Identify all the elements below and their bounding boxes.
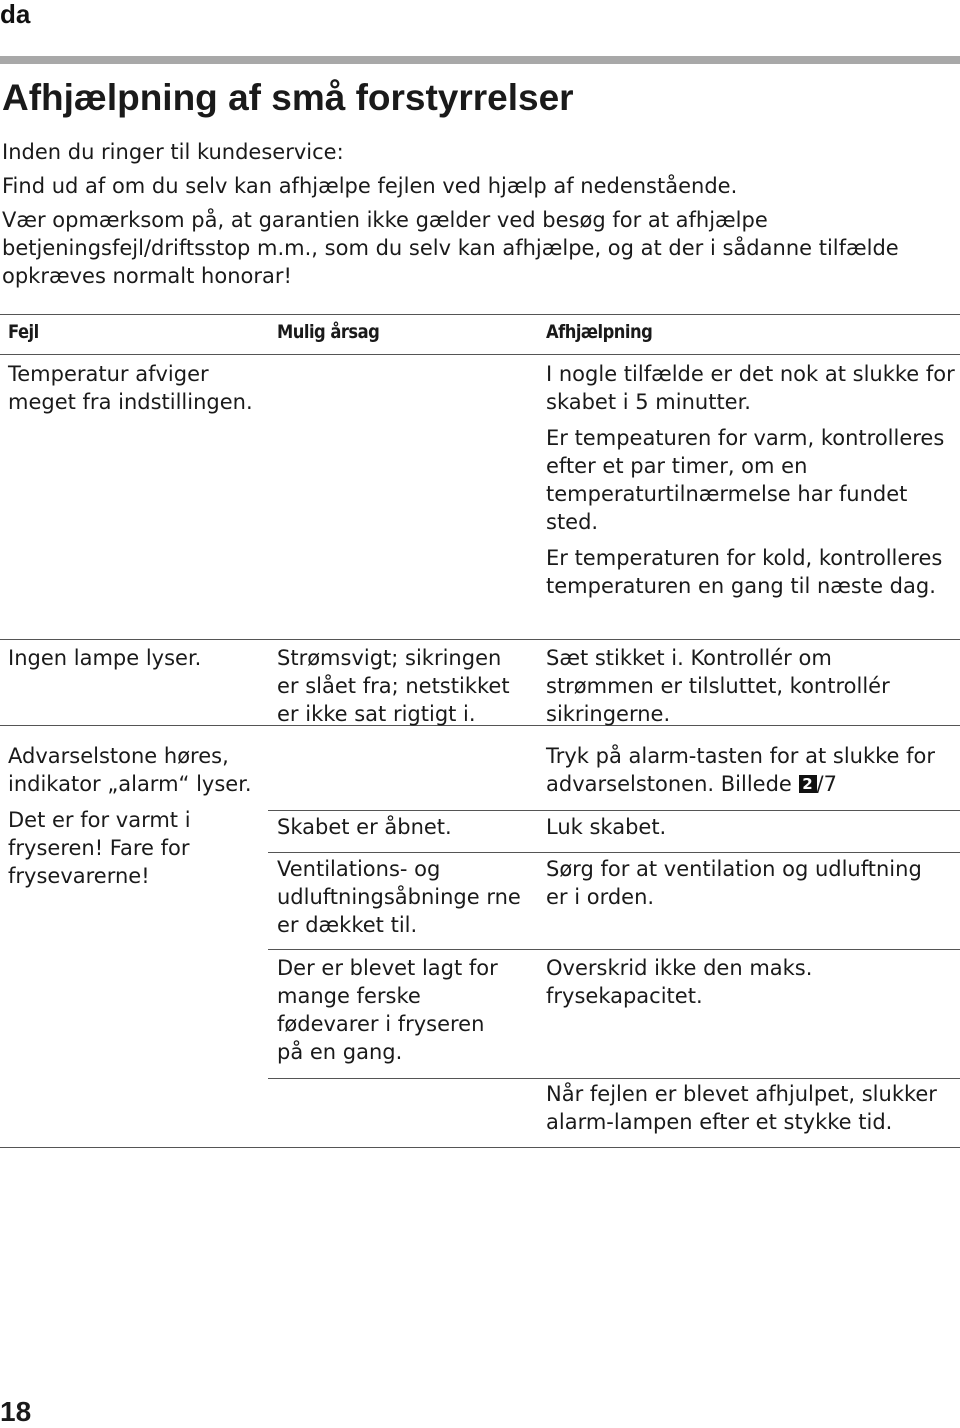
page-title: Afhjælpning af små forstyrrelser [2,77,574,118]
row4-cause-2: Ventilations- og udluftningsåbninge rne er dækket til. [277,857,521,937]
row4-remedy-3: Overskrid ikke den maks. frysekapacitet. [546,956,813,1008]
intro-text [2,138,952,290]
language-code: da [0,0,31,29]
row2-fault: Ingen lampe lyser. [8,646,202,670]
row1-remedy-3: Er temperaturen for kold, kontrolleres temperaturen en gang til næste dag. [546,546,943,598]
intro-line-1: Inden du ringer til kundeservice: [2,140,344,164]
header-rule [0,56,960,64]
subrow-rule [268,949,960,950]
row3-figure-suffix: /7 [816,772,837,796]
row1-remedy-1: I nogle tilfælde er det nok at slukke for skabet i 5 minutter. [546,362,955,414]
page-number: 18 [0,1396,32,1427]
row2-cause: Strømsvigt; sikringen er slået fra; netstikket er ikke sat rigtigt i. [277,646,510,726]
subrow-rule [268,810,960,811]
row3-remedy [546,742,946,798]
row1-remedies [546,360,956,600]
table-top-rule [0,314,960,315]
row4-final-remedy: Når fejlen er blevet afhjulpet, slukker alarm-lampen efter et stykke tid. [546,1082,937,1134]
subrow-rule [268,1078,960,1079]
subrow-rule [268,852,960,853]
row4-fault: Det er for varmt i fryseren! Fare for frysevarerne! [8,808,191,888]
column-header-fault: Fejl [8,321,39,343]
row4-remedy-1: Luk skabet. [546,815,667,839]
row3-remedy-text: Tryk på alarm-tasten for at slukke for advarselstonen. Billede [546,744,936,796]
table-bottom-rule [0,1147,960,1148]
row1-remedy-2: Er tempeaturen for varm, kontrolleres efter et par timer, om en temperaturtilnærmelse har fundet sted. [546,426,945,534]
row4-cause-1: Skabet er åbnet. [277,815,452,839]
intro-line-3: Vær opmærksom på, at garantien ikke gælder ved besøg for at afhjælpe betjeningsfejl/driftsstop m.m., som du selv kan afhjælpe, og at der i sådanne tilfælde opkræves normalt honorar! [2,208,899,288]
row2-remedy: Sæt stikket i. Kontrollér om strømmen er tilsluttet, kontrollér sikringerne. [546,646,890,726]
troubleshooting-table [0,314,960,1148]
row-rule [0,639,960,640]
row4-remedy-2: Sørg for at ventilation og udluftning er i orden. [546,857,922,909]
column-header-remedy: Afhjælpning [546,321,653,343]
figure-number-badge: 2 [799,775,817,793]
header-rule [0,354,960,355]
row1-fault: Temperatur afviger meget fra indstillingen. [8,362,253,414]
row4-cause-3: Der er blevet lagt for mange ferske fødevarer i fryseren på en gang. [277,956,498,1064]
intro-line-2: Find ud af om du selv kan afhjælpe fejlen ved hjælp af nedenstående. [2,174,738,198]
row3-fault: Advarselstone høres, indikator „alarm“ lyser. [8,744,252,796]
column-header-cause: Mulig årsag [277,321,380,343]
